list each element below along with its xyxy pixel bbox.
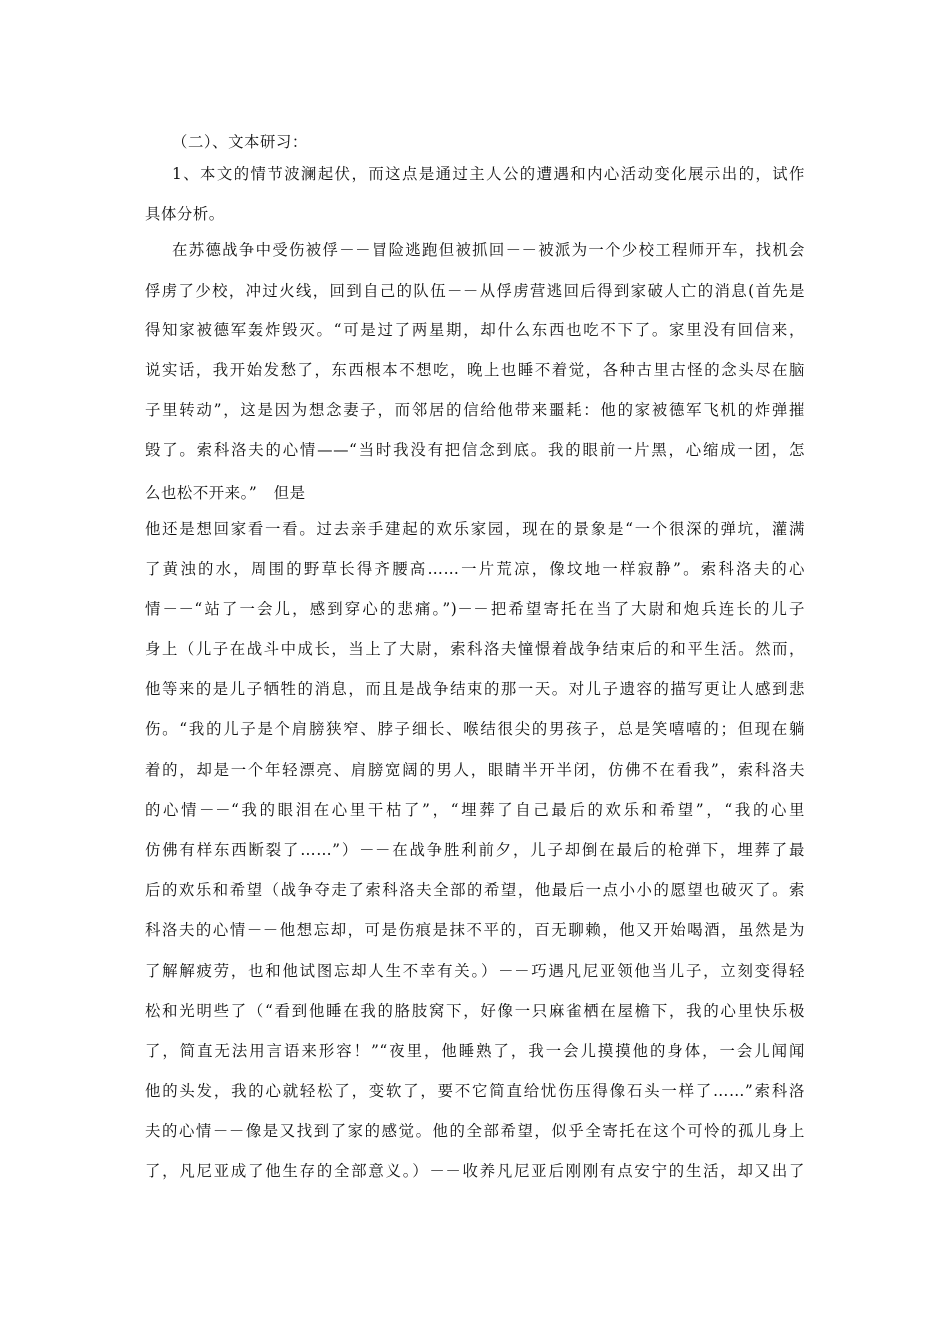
answer-line: 他的头发，我的心就轻松了，变软了，要不它简直给忧伤压得像石头一样了……”索科洛 — [145, 1082, 805, 1100]
answer-line: 了解解疲劳，也和他试图忘却人生不幸有关。）－－巧遇凡尼亚领他当儿子，立刻变得轻 — [145, 962, 805, 980]
answer-line: 了，凡尼亚成了他生存的全部意义。）－－收养凡尼亚后刚刚有点安宁的生活，却又出了 — [145, 1162, 805, 1180]
answer-line: 说实话，我开始发愁了，东西根本不想吃，晚上也睡不着觉，各种古里古怪的念头尽在脑 — [145, 361, 805, 379]
answer-line: 松和光明些了（“看到他睡在我的胳肢窝下，好像一只麻雀栖在屋檐下，我的心里快乐极 — [145, 1002, 805, 1020]
answer-line: 他等来的是儿子牺牲的消息，而且是战争结束的那一天。对儿子遗容的描写更让人感到悲 — [145, 680, 805, 698]
answer-line: 夫的心情－－像是又找到了家的感觉。他的全部希望，似乎全寄托在这个可怜的孤儿身上 — [145, 1122, 805, 1140]
answer-line: 着的，却是一个年轻漂亮、肩膀宽阔的男人，眼睛半开半闭，仿佛不在看我”，索科洛夫 — [145, 761, 805, 779]
answer-line: 情－－“站了一会儿，感到穿心的悲痛。”)－－把希望寄托在当了大尉和炮兵连长的儿子 — [145, 600, 805, 618]
answer-line: 在苏德战争中受伤被俘－－冒险逃跑但被抓回－－被派为一个少校工程师开车，找机会 — [172, 241, 805, 259]
answer-line: 了黄浊的水，周围的野草长得齐腰高……一片荒凉，像坟地一样寂静”。索科洛夫的心 — [145, 560, 805, 578]
answer-line: 身上（儿子在战斗中成长，当上了大尉，索科洛夫憧憬着战争结束后的和平生活。然而， — [145, 640, 805, 658]
answer-line: 后的欢乐和希望（战争夺走了索科洛夫全部的希望，他最后一点小小的愿望也破灭了。索 — [145, 881, 805, 899]
answer-line: 得知家被德军轰炸毁灭。“可是过了两星期，却什么东西也吃不下了。家里没有回信来， — [145, 321, 805, 339]
answer-line: 了，简直无法用言语来形容！”“夜里，他睡熟了，我一会儿摸摸他的身体，一会儿闻闻 — [145, 1042, 805, 1060]
answer-line: 毁了。索科洛夫的心情——“当时我没有把信念到底。我的眼前一片黑，心缩成一团，怎 — [145, 441, 805, 459]
answer-line: 俘虏了少校，冲过火线，回到自己的队伍－－从俘虏营逃回后得到家破人亡的消息(首先是 — [145, 282, 805, 300]
answer-line: 他还是想回家看一看。过去亲手建起的欢乐家园，现在的景象是“一个很深的弹坑，灌满 — [145, 520, 805, 538]
question-line-2: 具体分析。 — [145, 205, 225, 223]
section-heading: （二）、文本研习： — [172, 133, 308, 151]
answer-line: 伤。“我的儿子是个肩膀狭窄、脖子细长、喉结很尖的男孩子，总是笑嘻嘻的；但现在躺 — [145, 720, 805, 738]
answer-line: 仿佛有样东西断裂了……”）－－在战争胜利前夕，儿子却倒在最后的枪弹下，埋葬了最 — [145, 841, 805, 859]
answer-line: 科洛夫的心情－－他想忘却，可是伤痕是抹不平的，百无聊赖，他又开始喝酒，虽然是为 — [145, 921, 805, 939]
question-line-1: 1、本文的情节波澜起伏，而这点是通过主人公的遭遇和内心活动变化展示出的，试作 — [172, 165, 805, 183]
answer-line: 的心情－－“我的眼泪在心里干枯了”，“埋葬了自己最后的欢乐和希望”，“我的心里 — [145, 801, 805, 819]
answer-line: 么也松不开来。” 但是 — [145, 484, 306, 502]
answer-line: 子里转动”，这是因为想念妻子，而邻居的信给他带来噩耗：他的家被德军飞机的炸弹摧 — [145, 401, 805, 419]
